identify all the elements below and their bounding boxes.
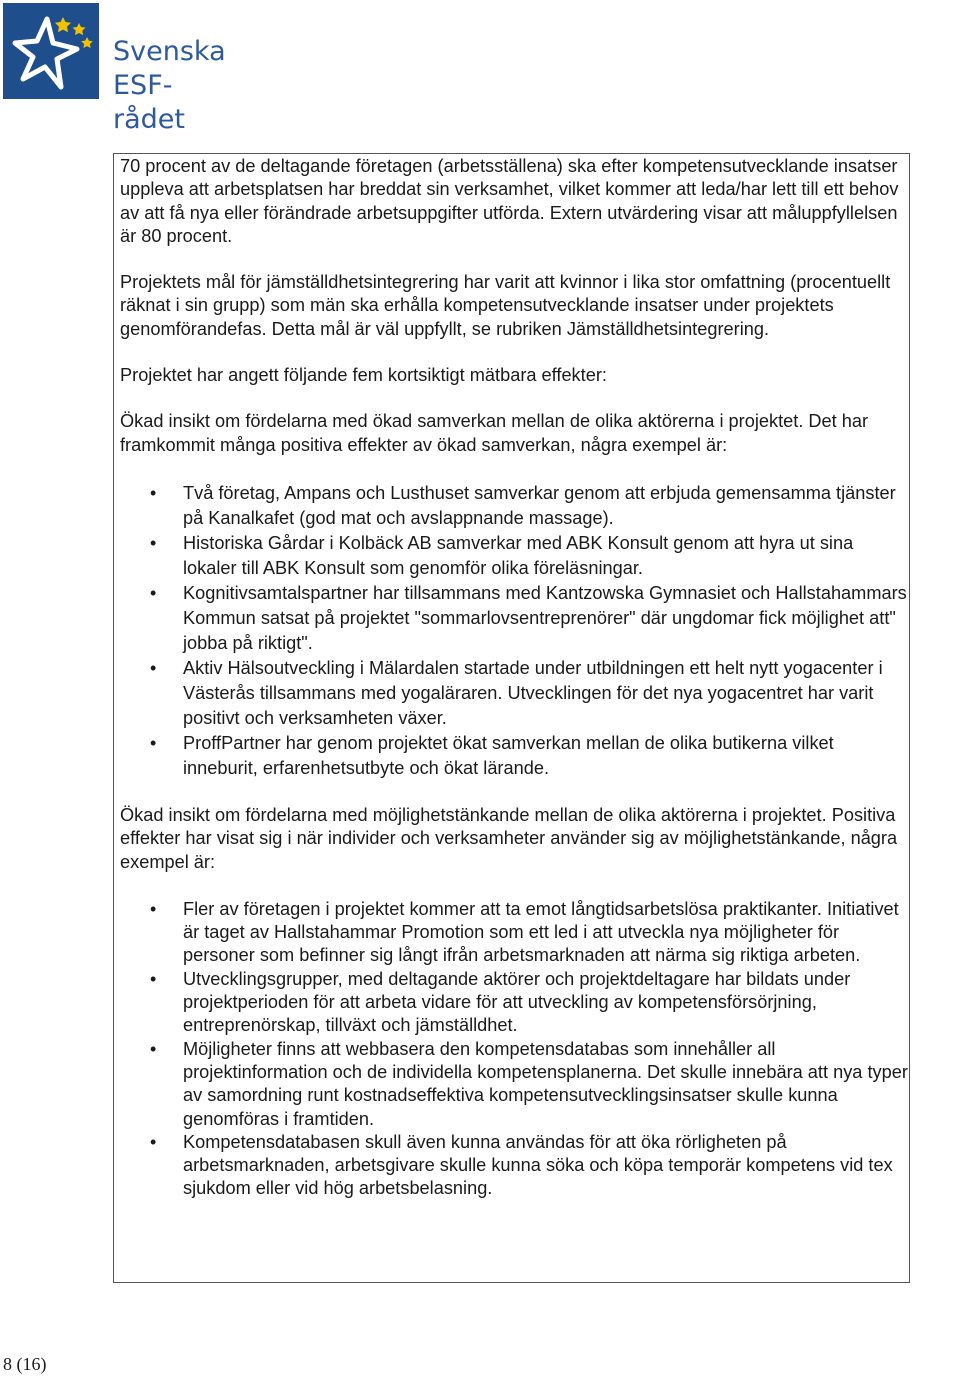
list-item: • Utvecklingsgrupper, med deltagande aktörer och projektdeltagare har bildats under projektperioden för att arbeta vidare för att utveckling av kompetensförsörjning, entreprenörskap, tillväxt och jämställdhet. bbox=[120, 968, 910, 1038]
possibility-examples-list bbox=[120, 898, 910, 1201]
list-item: • Aktiv Hälsoutveckling i Mälardalen startade under utbildningen ett helt nytt yogacenter i Västerås tillsammans med yogaläraren. Utvecklingen för det nya yogacentret har varit positivt och verksamheten växer. bbox=[120, 656, 910, 731]
page-number: 8 (16) bbox=[3, 1354, 47, 1374]
logo-wordmark bbox=[113, 35, 233, 137]
paragraph-goal-80-percent: 70 procent av de deltagande företagen (arbetsställena) ska efter kompetensutvecklande insatser uppleva att arbetsplatsen har breddat sin verksamhet, vilket kommer att leda/har lett till ett behov av att få nya eller förändrade arbetsuppgifter utförda. Extern utvärdering visar att måluppfyllelsen är 80 procent. bbox=[120, 156, 899, 246]
list-item: • Möjligheter finns att webbasera den kompetensdatabas som innehåller all projektinformation och de individella kompetensplanerna. Det skulle innebära att nya typer av samordning runt kostnadseffektiva kompetensutvecklingsinsatser skulle kunna genomföras i framtiden. bbox=[120, 1038, 910, 1131]
paragraph-five-effects: Projektet har angett följande fem kortsiktigt mätbara effekter: bbox=[120, 365, 607, 386]
logo-star-emblem bbox=[3, 3, 99, 99]
list-item: • Historiska Gårdar i Kolbäck AB samverkar med ABK Konsult genom att hyra ut sina lokaler till ABK Konsult som genomför olika föreläsningar. bbox=[120, 531, 910, 581]
list-item: • Kognitivsamtalspartner har tillsammans med Kantzowska Gymnasiet och Hallstahammars Kommun satsat på projektet "sommarlovsentreprenörer" där ungdomar fick möjlighet att" jobba på riktigt". bbox=[120, 581, 910, 656]
logo-line-2: ESF-rådet bbox=[113, 70, 185, 135]
document-body bbox=[120, 155, 910, 1201]
paragraph-possibility-thinking: Ökad insikt om fördelarna med möjlighetstänkande mellan de olika aktörerna i projektet. Positiva effekter har visat sig i när individer och verksamheter använder sig av möjlighetstänkande, några exempel är: bbox=[120, 804, 898, 872]
list-item: • Fler av företagen i projektet kommer att ta emot långtidsarbetslösa praktikanter. Initiativet är taget av Hallstahammar Promotion som ett led i att utveckla nya möjligheter för personer som befinner sig långt ifrån arbetsmarknaden att närma sig riktiga arbeten. bbox=[120, 898, 910, 968]
list-item: • Två företag, Ampans och Lusthuset samverkar genom att erbjuda gemensamma tjänster på Kanalkafet (god mat och avslappnande massage). bbox=[120, 481, 910, 531]
paragraph-collaboration: Ökad insikt om fördelarna med ökad samverkan mellan de olika aktörerna i projektet. Det har framkommit många positiva effekter av ökad samverkan, några exempel är: bbox=[120, 411, 869, 455]
collaboration-examples-list bbox=[120, 481, 910, 781]
esf-logo bbox=[3, 3, 233, 135]
paragraph-gender-equality: Projektets mål för jämställdhetsintegrering har varit att kvinnor i lika stor omfattning (procentuellt räknat i sin grupp) som män ska erhålla kompetensutvecklande insatser under projektets genomförandefas. Detta mål är väl uppfyllt, se rubriken Jämställdhetsintegrering. bbox=[120, 272, 891, 339]
list-item: • ProffPartner har genom projektet ökat samverkan mellan de olika butikerna vilket inneburit, erfarenhetsutbyte och ökat lärande. bbox=[120, 731, 910, 781]
list-item: • Kompetensdatabasen skull även kunna användas för att öka rörligheten på arbetsmarknaden, arbetsgivare skulle kunna söka och köpa temporär kompetens vid tex sjukdom eller vid hög arbetsbelasning. bbox=[120, 1131, 910, 1201]
logo-line-1: Svenska bbox=[113, 36, 226, 67]
